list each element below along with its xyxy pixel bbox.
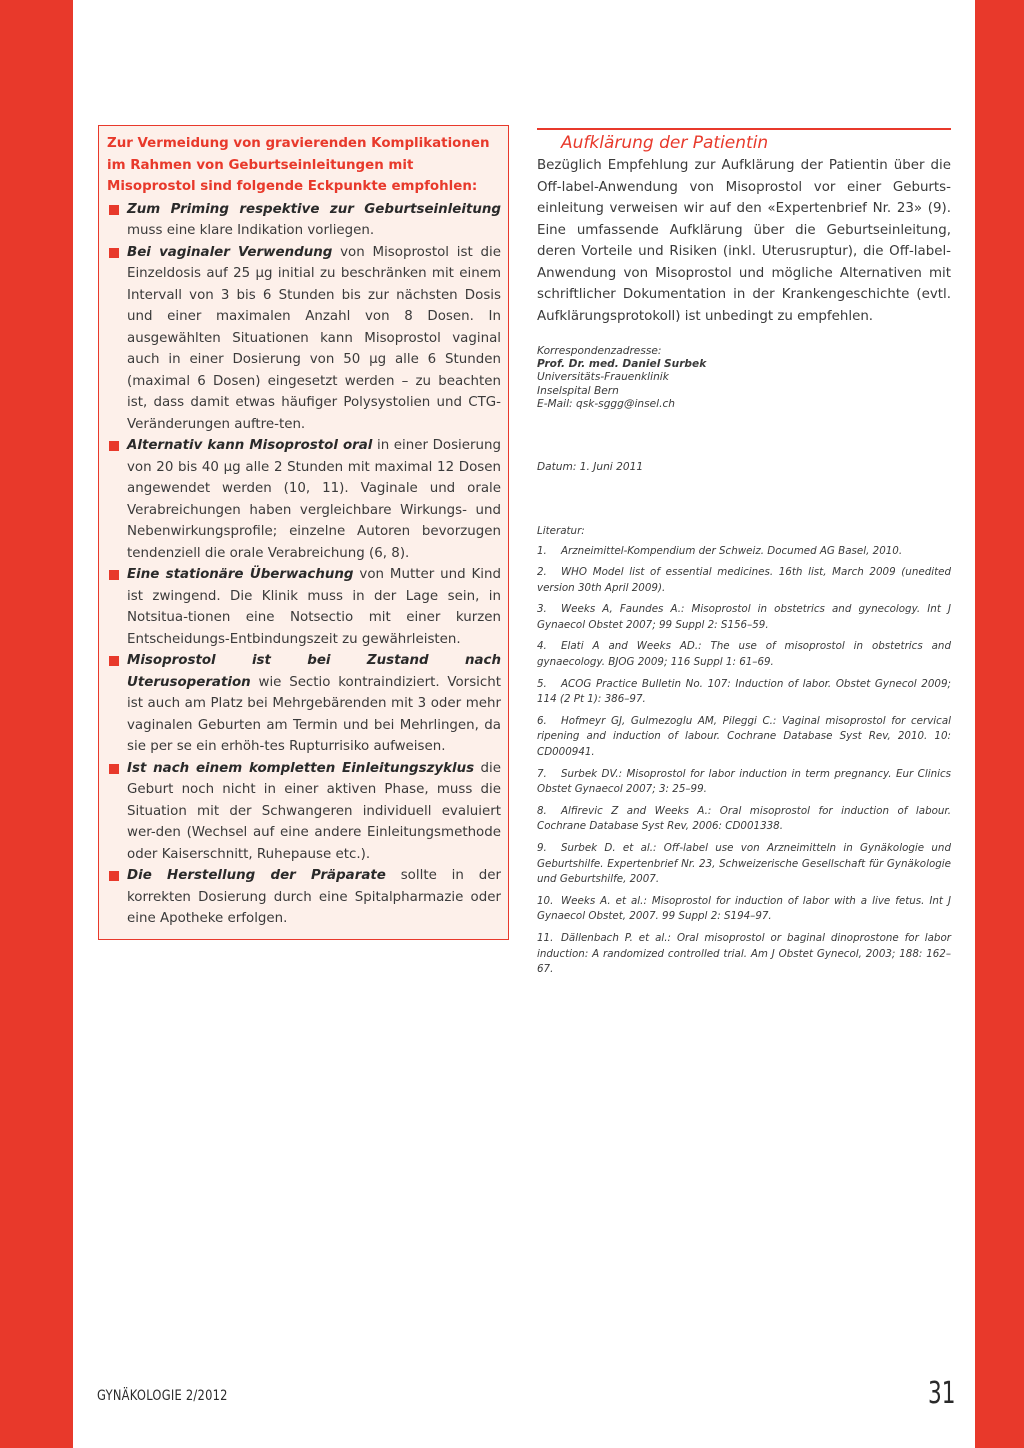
reference-number: 2. [537,566,547,579]
recommendations-box [98,125,509,940]
correspondence-email[interactable]: E-Mail: qsk-sggg@insel.ch [537,397,676,410]
reference-item [537,565,951,597]
box-intro: Zur Vermeidung von gravierenden Komplikationen im Rahmen von Geburtseinleitungen mit Misoprostol sind folgende Eckpunkte empfohlen: [107,136,490,194]
reference-item [537,677,951,709]
item-lead: Bei vaginaler Verwendung [127,244,333,260]
correspondence-hospital: Inselspital Bern [537,384,619,397]
list-item [107,758,501,866]
list-item [107,650,501,758]
literature-list [537,524,951,984]
list-item [107,242,501,436]
correspondence-name: Prof. Dr. med. Daniel Surbek [537,358,707,371]
reference-number: 8. [537,804,547,817]
correspondence-address [537,345,951,411]
reference-text: Weeks A, Faundes A.: Misoprostol in obstetrics and gynecology. Int J Gynaecol Obstet 2007; 99 Suppl 2: S156–59. [537,603,951,632]
reference-text: Dällenbach P. et al.: Oral misoprostol or baginal dinoprostone for labor induction: A randomized controlled trial. Am J Obstet Gynecol, 2003; 188: 162–67. [537,931,951,976]
page-number: 31 [928,1376,956,1411]
item-lead: Eine stationäre Überwachung [127,567,354,582]
item-text: in einer Dosierung von 20 bis 40 µg alle 2 Stunden mit maximal 12 Dosen angewendet werden (10, 11). Vaginale und orale Verabreichungen haben vergleichbare Wirkungs- und Nebenwirkungsprofile; einzelne Autoren bevorzugen tendenziell die orale Verabreichung (6, 8). [127,438,501,561]
reference-number: 1. [537,545,547,557]
item-lead: Zum Priming respektive zur Geburtseinleitung [127,201,501,217]
reference-number: 3. [537,603,547,616]
correspondence-clinic: Universitäts-Frauenklinik [537,371,669,384]
reference-text: ACOG Practice Bulletin No. 107: Induction of labor. Obstet Gynecol 2009; 114 (2 Pt 1): 386–97. [537,677,951,706]
reference-number: 7. [537,767,547,780]
list-item [107,865,501,930]
reference-item [537,544,951,560]
reference-text: Surbek D. et al.: Off-label use von Arzneimitteln in Gynäkologie und Geburtshilfe. Expertenbrief Nr. 23, Schweizerische Gesellschaft für Gynäkologie und Geburtshilfe, 2007. [537,841,951,886]
journal-issue: GYNÄKOLOGIE 2/2012 [97,1388,228,1404]
reference-item [537,602,951,634]
square-bullet-icon [109,764,119,774]
reference-item [537,804,951,836]
reference-item [537,714,951,761]
item-text: sollte in der korrekten Dosierung durch eine Spitalpharmazie oder eine Apotheke erfolgen. [127,868,501,926]
section-title: Aufklärung der Patientin [561,133,769,153]
square-bullet-icon [109,441,119,451]
right-page-edge-bar [975,0,1024,1448]
list-item [107,199,501,242]
square-bullet-icon [109,205,119,215]
document-date: Datum: 1. Juni 2011 [537,461,644,473]
item-text: muss eine klare Indikation vorliegen. [127,223,375,238]
list-item [107,564,501,650]
reference-text: Hofmeyr GJ, Gulmezoglu AM, Pileggi C.: Vaginal misoprostol for cervical ripening and induction of labour. Cochrane Database Syst Rev, 2010. 10: CD000941. [537,714,951,759]
item-text: wie Sectio kontraindiziert. Vorsicht ist auch am Platz bei Mehrgebärenden mit 3 oder mehr vaginalen Geburten am Termin und bei Mehrlingen, da sie per se ein erhöh-tes Rupturrisiko aufweisen. [127,674,501,754]
reference-number: 5. [537,677,547,690]
reference-number: 4. [537,640,547,653]
item-text: die Geburt noch nicht in einer aktiven Phase, muss die Situation mit der Schwangeren individuell evaluiert wer-den (Wechsel auf eine andere Einleitungsmethode oder Kaiserschnitt, Ruhepause etc.). [127,760,501,862]
reference-item [537,841,951,888]
reference-text: Surbek DV.: Misoprostol for labor induction in term pregnancy. Eur Clinics Obstet Gynaecol 2007; 3: 25–99. [537,767,951,796]
item-lead: Ist nach einem kompletten Einleitungszyklus [127,760,475,776]
square-bullet-icon [109,248,119,258]
reference-number: 10. [537,894,554,907]
section-body: Bezüglich Empfehlung zur Aufklärung der Patientin über die Off-label-Anwendung von Misoprostol vor einer Geburts-einleitung verweisen wir auf den «Expertenbrief Nr. 23» (9). Eine umfassende Aufklärung über die Geburtseinleitung, deren Vorteile und Risiken (inkl. Uterusruptur), die Off-label-Anwendung von Misoprostol und mögliche Alternativen mit schriftlicher Dokumentation in der Krankengeschichte (evtl. Aufklärungsprotokoll) ist unbedingt zu empfehlen. [537,158,951,324]
left-page-edge-bar [0,0,73,1448]
reference-item [537,767,951,799]
reference-text: Arzneimittel-Kompendium der Schweiz. Documed AG Basel, 2010. [561,545,903,557]
square-bullet-icon [109,871,119,881]
reference-text: Weeks A. et al.: Misoprostol for induction of labor with a live fetus. Int J Gynaecol Obstet, 2007. 99 Suppl 2: S194–97. [537,894,951,923]
reference-item [537,639,951,671]
item-lead: Die Herstellung der Präparate [127,868,386,883]
item-lead: Alternativ kann Misoprostol oral [127,438,373,453]
reference-item [537,894,951,926]
reference-number: 9. [537,841,547,854]
reference-text: Elati A and Weeks AD.: The use of misoprostol in obstetrics and gynaecology. BJOG 2009; 116 Suppl 1: 61–69. [537,640,951,669]
item-lead: Misoprostol ist bei Zustand nach Uterusoperation [127,653,501,690]
recommendations-list [107,199,501,930]
reference-text: WHO Model list of essential medicines. 16th list, March 2009 (unedited version 30th April 2009). [537,566,951,595]
item-text: von Mutter und Kind ist zwingend. Die Klinik muss in der Lage sein, in Notsitua-tionen eine Notsectio mit einer kurzen Entscheidungs-Entbindungszeit zu gewährleisten. [127,567,501,647]
reference-number: 11. [537,931,554,944]
section-divider [537,128,951,130]
list-item [107,435,501,564]
reference-item [537,931,951,978]
square-bullet-icon [109,570,119,580]
square-bullet-icon [109,656,119,666]
reference-text: Alfirevic Z and Weeks A.: Oral misoprostol for induction of labour. Cochrane Database Syst Rev, 2006: CD001338. [537,804,951,833]
item-text: von Misoprostol ist die Einzeldosis auf 25 µg initial zu beschränken mit einem Intervall von 3 bis 6 Stunden bis zur nächsten Dosis und einer maximalen Anzahl von 8 Dosen. In ausgewählten Situationen kann Misoprostol vaginal auch in einer Dosierung von 50 µg alle 6 Stunden (maximal 6 Dosen) eingesetzt werden – zu beachten ist, dass damit etwas häufiger Polysystolien und CTG-Veränderungen auftre-ten. [127,244,501,432]
literature-title: Literatur: [537,525,585,537]
correspondence-label: Korrespondenzadresse: [537,345,662,357]
reference-number: 6. [537,714,547,727]
